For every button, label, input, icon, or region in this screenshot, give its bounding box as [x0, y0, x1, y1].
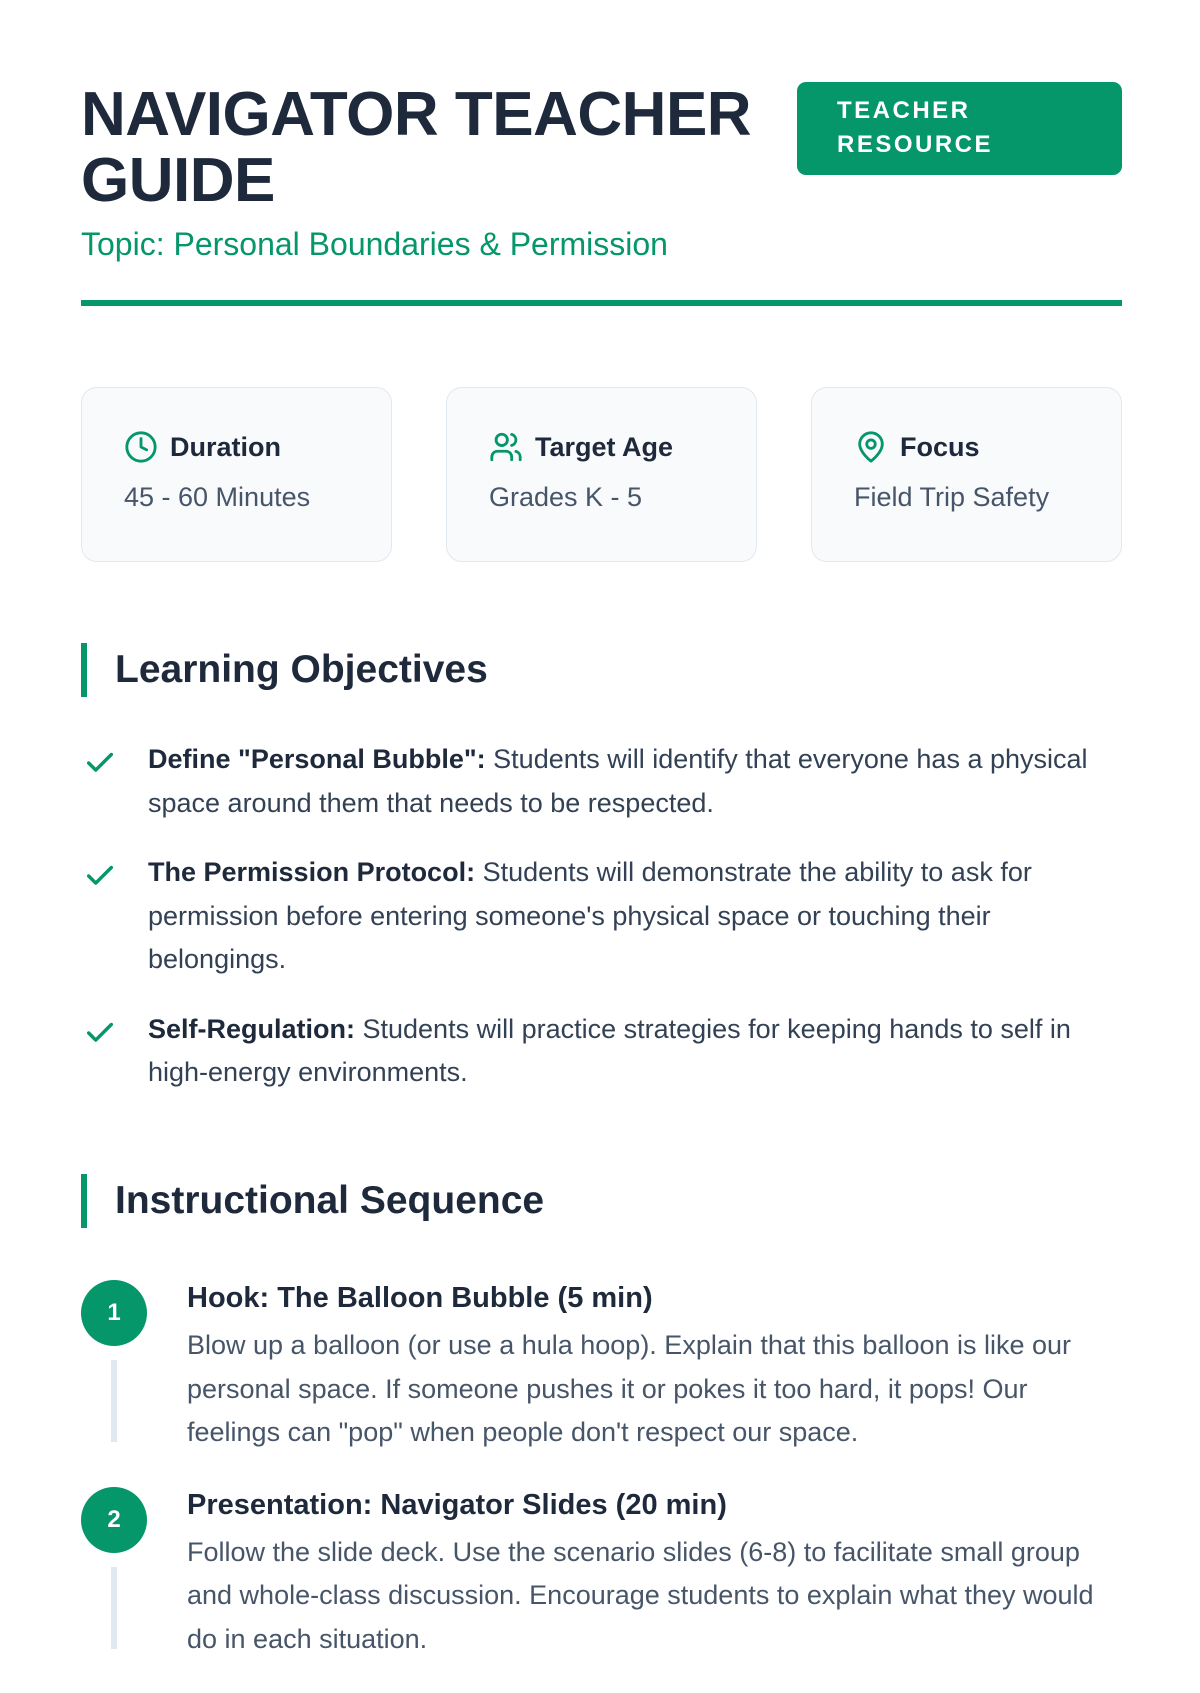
objective-item	[81, 1008, 1122, 1095]
instructional-sequence-heading: Instructional Sequence	[81, 1174, 1122, 1228]
step-title: Hook: The Balloon Bubble (5 min)	[187, 1282, 653, 1314]
focus-card	[811, 387, 1122, 562]
learning-objectives-heading: Learning Objectives	[81, 643, 1122, 697]
objective-term: Self-Regulation:	[148, 1013, 355, 1044]
objective-term: The Permission Protocol:	[148, 857, 476, 887]
target-age-card	[446, 387, 757, 562]
objectives-list	[81, 738, 1122, 1121]
objective-item	[81, 738, 1122, 825]
objective-term: Define "Personal Bubble":	[148, 744, 486, 774]
teacher-resource-badge: TEACHER RESOURCE	[797, 82, 1122, 175]
check-icon	[83, 746, 117, 780]
topic-subtitle: Topic: Personal Boundaries & Permission	[81, 226, 668, 262]
step-body: Blow up a balloon (or use a hula hoop). Explain that this balloon is like our personal space. If someone pushes it or pokes it too hard, it pops! Our feelings can "pop" when people don't respect our space.	[187, 1330, 1072, 1447]
step-number-badge: 2	[81, 1487, 147, 1553]
target-age-label: Target Age	[535, 431, 674, 462]
header-divider	[81, 300, 1122, 306]
page-title: NAVIGATOR TEACHER GUIDE	[81, 80, 752, 215]
objective-text: Students will practice strategies for keeping hands to self in high-energy environments.	[148, 1013, 1071, 1087]
users-icon	[489, 430, 523, 464]
step-title: Presentation: Navigator Slides (20 min)	[187, 1488, 727, 1521]
objective-item	[81, 851, 1122, 982]
duration-value: 45 - 60 Minutes	[124, 482, 311, 512]
step-body: Follow the slide deck. Use the scenario slides (6-8) to facilitate small group and whole-class discussion. Encourage students to explain what they would do in each situation.	[187, 1536, 1094, 1654]
clock-icon	[124, 430, 158, 464]
duration-card	[81, 387, 392, 562]
objective-text: Students will identify that everyone has a physical space around them that needs to be respected.	[148, 744, 1088, 818]
check-icon	[83, 1016, 117, 1050]
step-connector	[111, 1360, 117, 1442]
sequence-steps	[81, 1268, 1122, 1693]
step-number-badge: 1	[81, 1280, 147, 1346]
focus-value: Field Trip Safety	[854, 482, 1050, 512]
duration-label: Duration	[170, 431, 281, 462]
guide-header	[81, 82, 1122, 264]
sequence-step	[81, 1487, 1122, 1662]
map-pin-icon	[854, 430, 888, 464]
objective-text: Students will demonstrate the ability to ask for permission before entering someone's physical space or touching their belongings.	[148, 857, 1032, 974]
target-age-value: Grades K - 5	[489, 482, 643, 512]
info-cards	[81, 387, 1122, 562]
sequence-step	[81, 1280, 1122, 1455]
focus-label: Focus	[900, 431, 980, 462]
step-connector	[111, 1567, 117, 1649]
check-icon	[83, 859, 117, 893]
